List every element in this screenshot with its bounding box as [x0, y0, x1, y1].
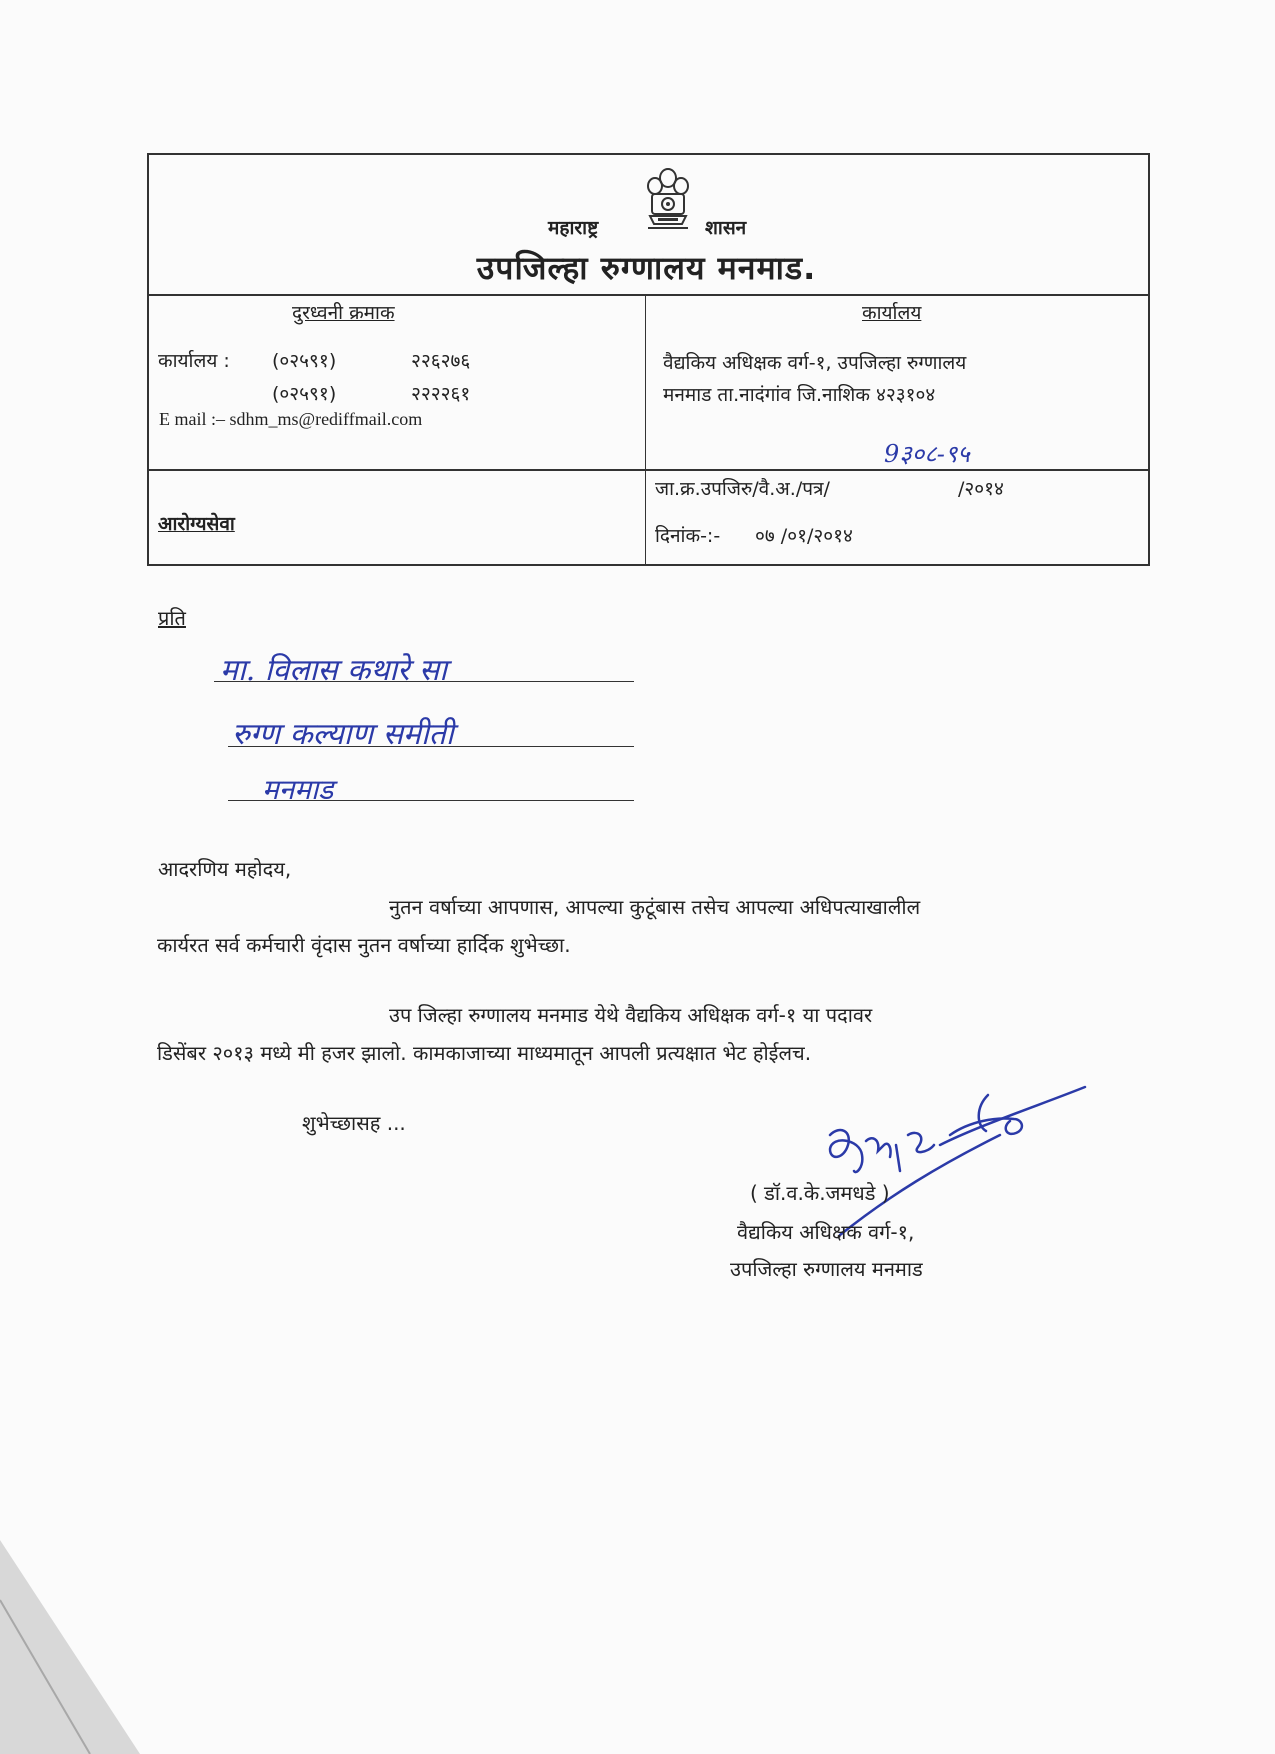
- phone-2-code: (०२५९१): [272, 383, 337, 405]
- hospital-name: उपजिल्हा रुग्णालय मनमाड.: [476, 249, 817, 287]
- email-address: E mail :– sdhm_ms@rediffmail.com: [159, 409, 423, 429]
- recipient-line-1-rule: [214, 681, 634, 682]
- to-label: प्रति: [158, 606, 186, 630]
- phone-column-title: दुरध्वनी क्रमाक: [292, 302, 395, 324]
- date-label: दिनांक-:-: [655, 525, 721, 547]
- phone-1-number: २२६२७६: [411, 350, 471, 372]
- date-value: ०७ /०१/२०१४: [755, 525, 853, 547]
- reference-label: जा.क्र.उपजिरु/वै.अ./पत्र/: [655, 478, 830, 500]
- recipient-line-3-rule: [228, 800, 634, 801]
- recipient-name: मा. विलास कथारे सा: [220, 653, 447, 688]
- header-divider: [149, 294, 1148, 296]
- state-name: महाराष्ट्र: [548, 217, 599, 239]
- reference-year: /२०१४: [958, 478, 1004, 500]
- recipient-line-2-rule: [228, 746, 634, 747]
- recipient-organisation: रुग्ण कल्याण समीती: [232, 717, 454, 752]
- office-address-line-1: वैद्यकिय अधिक्षक वर्ग-१, उपजिल्हा रुग्णालय: [663, 352, 967, 374]
- paragraph-2-line-1: उप जिल्हा रुग्णालय मनमाड येथे वैद्यकिय अधिक्षक वर्ग-१ या पदावर: [389, 1003, 873, 1027]
- info-divider: [149, 469, 1148, 471]
- paragraph-1-line-2: कार्यरत सर्व कर्मचारी वृंदास नुतन वर्षाच्या हार्दिक शुभेच्छा.: [157, 933, 571, 957]
- recipient-city: मनमाड: [262, 773, 334, 806]
- phone-1-code: (०२५९१): [272, 350, 337, 372]
- paragraph-1-line-1: नुतन वर्षाच्या आपणास, आपल्या कुटूंबास तसेच आपल्या अधिपत्याखालील: [389, 895, 921, 919]
- handwritten-reference-number: 9३०८-९५: [884, 440, 970, 468]
- department-label: आरोग्यसेवा: [158, 513, 235, 535]
- paragraph-2-line-2: डिसेंबर २०१३ मध्ये मी हजर झालो. कामकाजाच्या माध्यमातून आपली प्रत्यक्षात भेट होईलच.: [157, 1041, 812, 1065]
- handwritten-signature: [800, 1075, 1090, 1275]
- signatory-designation: वैद्यकिय अधिक्षक वर्ग-१,: [737, 1220, 915, 1244]
- government-label: शासन: [705, 217, 747, 239]
- salutation: आदरणिय महोदय,: [158, 857, 292, 881]
- signatory-office: उपजिल्हा रुग्णालय मनमाड: [730, 1257, 923, 1281]
- closing: शुभेच्छासह ...: [302, 1111, 406, 1135]
- column-divider: [645, 294, 646, 566]
- office-address-line-2: मनमाड ता.नादंगांव जि.नाशिक ४२३१०४: [663, 384, 936, 406]
- phone-label: कार्यालय :: [158, 350, 230, 372]
- worn-paper-corner: [0, 1540, 140, 1754]
- phone-2-number: २२२२६१: [411, 383, 471, 405]
- state-emblem-icon: [640, 166, 696, 238]
- office-column-title: कार्यालय: [862, 302, 922, 324]
- signatory-name: ( डॉ.व.के.जमधडे ): [750, 1181, 890, 1205]
